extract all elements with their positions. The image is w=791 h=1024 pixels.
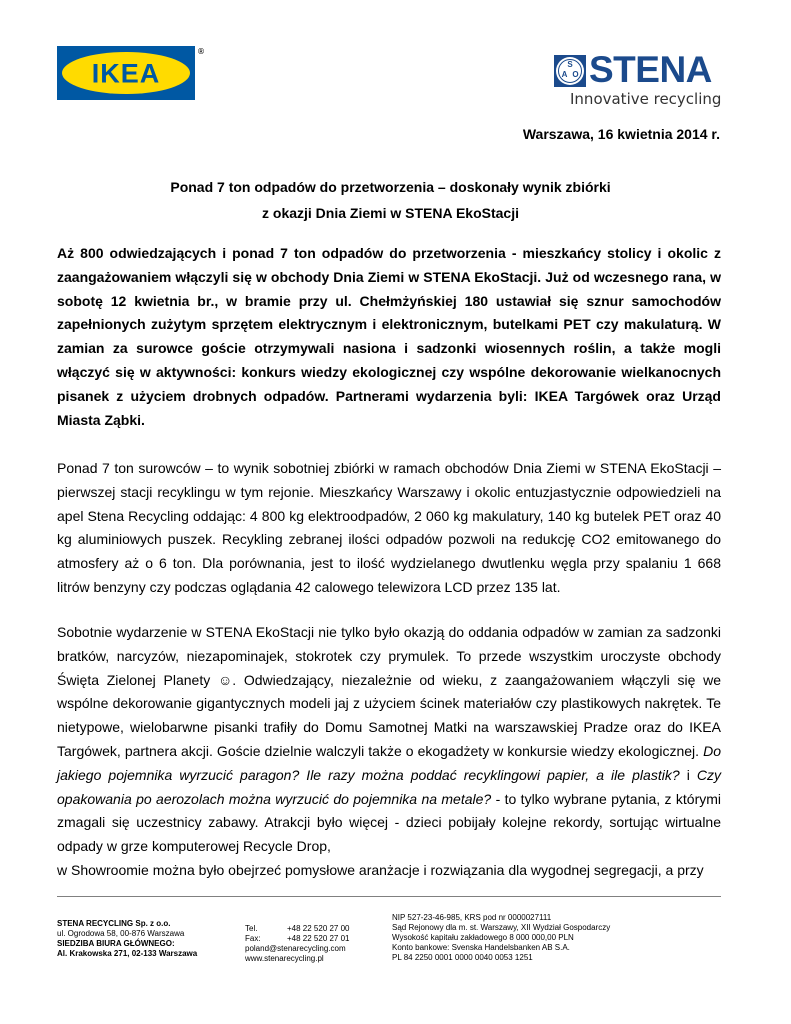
footer-fax-row bbox=[245, 934, 350, 944]
stena-emblem-a: A bbox=[561, 70, 568, 79]
stena-logo-text: STENA bbox=[589, 49, 712, 90]
footer-hq-label: SIEDZIBA BIURA GŁÓWNEGO: bbox=[57, 939, 175, 948]
press-release-title bbox=[100, 174, 681, 226]
footer-website: www.stenarecycling.pl bbox=[245, 954, 324, 963]
para3-text-c: w Showroomie można było obejrzeć pomysłowe aranżacje i rozwiązania dla wygodnej segregacji, a przy bbox=[57, 861, 704, 878]
footer-company-name: STENA RECYCLING Sp. z o.o. bbox=[57, 919, 171, 928]
lead-paragraph: Aż 800 odwiedzających i ponad 7 ton odpadów do przetworzenia - mieszkańcy stolicy i okolic z zaangażowaniem włączyli się w obchody Dnia Ziemi w STENA EkoStacji. Już od wczesnego rana, w sobotę 12 kwietnia br., w bramie przy ul. Chełmżyńskiej 180 ustawiał się sznur samochodów zapełnionych zużytym sprzętem elektrycznym i elektronicznym, butelkami PET czy makulaturą. W zamian za surowce goście otrzymywali nasiona i sadzonki wiosennych roślin, a także mogli włączyć się w aktywności: konkurs wiedzy ekologicznej czy wspólne dekorowanie wielkanocnych pisanek z użyciem drobnych odpadów. Partnerami wydarzenia byli: IKEA Targówek oraz Urząd Miasta Ząbki. bbox=[57, 245, 721, 428]
footer-account: PL 84 2250 0001 0000 0040 0053 1251 bbox=[392, 953, 533, 962]
registered-mark: ® bbox=[197, 47, 205, 56]
stena-emblem-icon bbox=[553, 54, 587, 88]
stena-tagline: Innovative recycling bbox=[570, 90, 722, 108]
body-paragraph-2: Ponad 7 ton surowców – to wynik sobotniej zbiórki w ramach obchodów Dnia Ziemi w STENA EkoStacji – pierwszej stacji recyklingu w tym rejonie. Mieszkańcy Warszawy i okolic entuzjastycznie odpowiedzieli na apel Stena Recycling oddając: 4 800 kg elektroodpadów, 2 060 kg makulatury, 140 kg butelek PET oraz 40 kg aluminiowych puszek. Recykling zebranej ilości odpadów pozwoli na redukcję CO2 emitowanego do atmosfery aż o 6 ton. Dla porównania, jest to ilość wydzielanego dwutlenku węgla przy spalaniu 1 668 litrów benzyny czy podczas oglądania 42 calowego telewizora LCD przez 135 lat. bbox=[57, 460, 721, 595]
footer-address: ul. Ogrodowa 58, 00-876 Warszawa bbox=[57, 929, 185, 938]
ikea-logo-text: IKEA bbox=[91, 58, 161, 89]
footer-fax: +48 22 520 27 01 bbox=[287, 934, 350, 943]
document-date: Warszawa, 16 kwietnia 2014 r. bbox=[522, 126, 720, 142]
footer-nip: NIP 527-23-46-985, KRS pod nr 0000027111 bbox=[392, 913, 552, 922]
footer-tel-row bbox=[245, 924, 350, 934]
page-footer bbox=[0, 896, 791, 996]
quiz-question-2: Czy opakowania po aerozolach można wyrzucić do pojemnika na metale? bbox=[57, 766, 722, 807]
footer-email: poland@stenarecycling.com bbox=[245, 944, 346, 953]
stena-emblem-o: O bbox=[572, 70, 579, 79]
title-line-1: Ponad 7 ton odpadów do przetworzenia – doskonały wynik zbiórki bbox=[170, 179, 611, 195]
footer-fax-label: Fax: bbox=[245, 934, 261, 943]
footer-tel-label: Tel. bbox=[245, 924, 258, 933]
quiz-question-1: Do jakiego pojemnika wyrzucić paragon? Ile razy można poddać recyklingowi papier, a ile plastik? bbox=[57, 742, 721, 783]
para3-text-b: - to tylko wybrane pytania, z którymi zmagali się uczestnicy zabawy. Atrakcji było więcej - dzieci pobijały kolejne rekordy, sortując wirtualne odpady w grze komputerowej Recycle Drop, bbox=[57, 790, 722, 855]
footer-hq-address: Al. Krakowska 271, 02-133 Warszawa bbox=[57, 949, 198, 958]
stena-logo bbox=[553, 49, 728, 112]
footer-company-block bbox=[57, 919, 197, 959]
para3-text-a: Sobotnie wydarzenie w STENA EkoStacji nie tylko było okazją do oddania odpadów w zamian za sadzonki bratków, narcyzów, niezapominajek, stokrotek czy prymulek. To przede wszystkim uroczyste obchody Święta Zielonej Planety ☺. Odwiedzający, niezależnie od wieku, z zaangażowaniem włączyli się we wspólne dekorowanie gigantycznych modeli jaj z użyciem ścinek materiałów czy plastikowych nakrętek. Te nietypowe, wielobarwne pisanki trafiły do Domu Samotnej Matki na warszawskiej Pradze oraz do IKEA Targówek, partnera akcji. Goście dzielnie walczyli także o ekogadżety w konkursie wiedzy ekologicznej. bbox=[57, 624, 721, 759]
footer-tel: +48 22 520 27 00 bbox=[287, 924, 350, 933]
title-line-2: z okazji Dnia Ziemi w STENA EkoStacji bbox=[262, 205, 519, 221]
body-paragraph-3 bbox=[57, 621, 721, 883]
footer-bank: Konto bankowe: Svenska Handelsbanken AB S.A. bbox=[392, 943, 570, 952]
stena-emblem-s: S bbox=[567, 60, 573, 69]
ikea-logo bbox=[57, 46, 207, 100]
footer-contact-block bbox=[245, 924, 350, 964]
footer-legal-block bbox=[392, 913, 610, 963]
para3-conjunction: i bbox=[686, 766, 690, 783]
footer-court: Sąd Rejonowy dla m. st. Warszawy, XII Wydział Gospodarczy bbox=[392, 923, 611, 932]
footer-divider bbox=[57, 896, 721, 897]
footer-capital: Wysokość kapitału zakładowego 8 000 000,00 PLN bbox=[392, 933, 574, 942]
